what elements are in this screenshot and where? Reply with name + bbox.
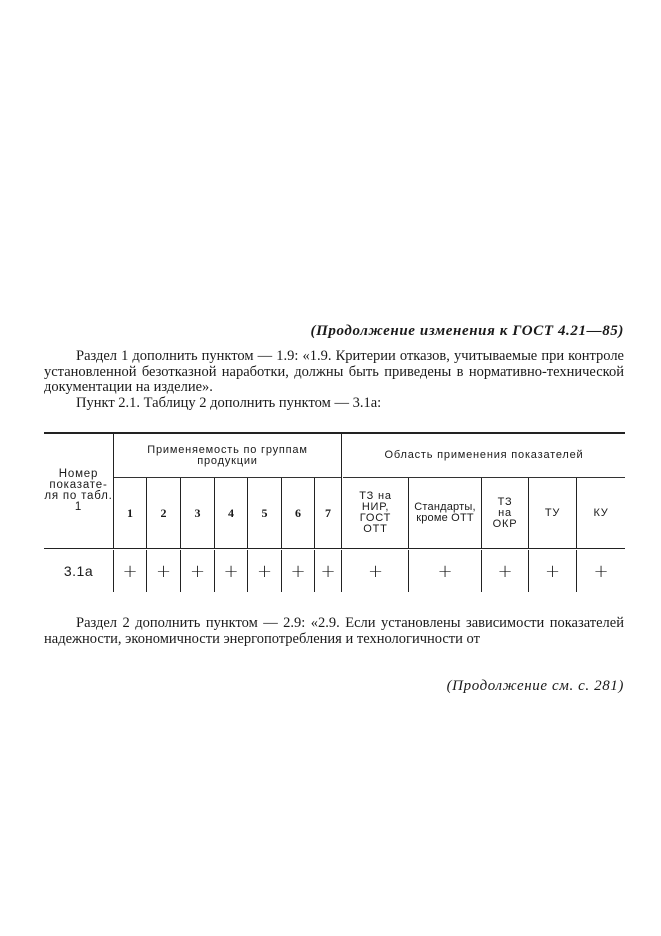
cell-group2-tu: + — [544, 560, 561, 582]
cell-group1-2: + — [155, 560, 172, 582]
continuation-footer: (Продолжение см. с. 281) — [446, 678, 624, 694]
group2-col-tz-nir: ТЗ на НИР, ГОСТ ОТТ — [359, 490, 392, 535]
group2-col-standards: Стандарты, кроме ОТТ — [414, 501, 476, 524]
group1-col-3: 3 — [194, 505, 201, 520]
group1-col-6: 6 — [295, 505, 301, 520]
body-text-bottom — [44, 616, 624, 647]
group1-col-7: 7 — [325, 505, 331, 520]
row-label: 3.1а — [63, 563, 94, 579]
cell-group1-1: + — [122, 560, 138, 582]
cell-group1-7: + — [320, 560, 336, 582]
group1-col-1: 1 — [127, 505, 133, 520]
divider — [341, 550, 342, 592]
group1-col-2: 2 — [160, 505, 167, 520]
group1-col-4: 4 — [228, 505, 234, 520]
index-column-header: Номер показате-ля по табл. 1 — [44, 468, 113, 513]
cell-group2-ku: + — [593, 560, 609, 582]
body-text-top — [44, 349, 624, 411]
cell-group1-3: + — [189, 560, 206, 582]
group1-col-5: 5 — [261, 505, 268, 520]
cell-group1-4: + — [223, 560, 239, 582]
cell-group2-tz-nir: + — [367, 560, 384, 582]
group2-header: Область применения показателей — [384, 449, 584, 461]
cell-group2-standards: + — [437, 560, 453, 582]
paragraph-section2: Раздел 2 дополнить пунктом — 2.9: «2.9. Если установлены зависимости показателей надежности, экономичности энергопотребления и технологичности от — [44, 615, 624, 647]
header-bottom-rule — [44, 548, 625, 549]
paragraph-table-intro: Пункт 2.1. Таблицу 2 дополнить пунктом — 3.1а: — [76, 394, 382, 411]
group1-header: Применяемость по группам продукции — [147, 443, 308, 467]
cell-group1-6: + — [290, 560, 306, 582]
paragraph-section1: Раздел 1 дополнить пунктом — 1.9: «1.9. Критерии отказов, учитываемые при контроле установленной безотказной наработки, должны быть приведены в нормативно-технической документации на изделие». — [44, 348, 624, 395]
cell-group2-tz-okr: + — [497, 560, 513, 582]
amendment-table — [44, 432, 625, 592]
continuation-header: (Продолжение изменения к ГОСТ 4.21—85) — [310, 323, 624, 339]
divider — [341, 434, 342, 548]
group2-col-tu: ТУ — [544, 506, 561, 519]
group2-col-ku: КУ — [593, 506, 609, 519]
group2-col-tz-okr: ТЗ на ОКР — [492, 495, 518, 530]
cell-group1-5: + — [256, 560, 273, 582]
